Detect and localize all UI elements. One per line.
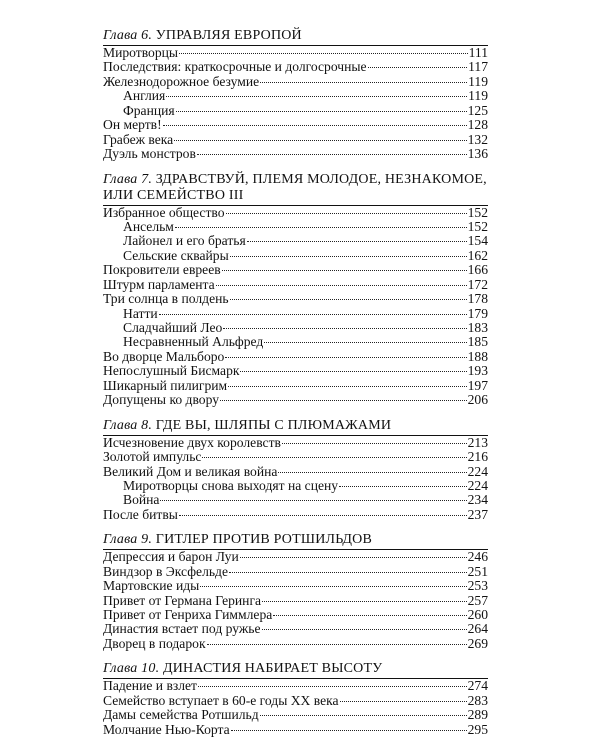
dot-leader xyxy=(176,111,467,112)
toc-entry xyxy=(103,147,488,161)
page-number: 295 xyxy=(467,721,488,737)
page-number: 178 xyxy=(467,291,488,307)
page-number: 117 xyxy=(468,59,488,75)
dot-leader xyxy=(225,357,466,358)
page-number: 136 xyxy=(467,146,488,162)
dot-leader xyxy=(222,270,467,271)
entry-title: Ансельм xyxy=(123,218,174,234)
dot-leader xyxy=(262,629,467,630)
entry-title: Сладчайший Лео xyxy=(123,320,223,335)
dot-leader xyxy=(220,400,467,401)
page-number: 183 xyxy=(467,320,488,335)
page-number: 224 xyxy=(467,463,488,479)
dot-leader xyxy=(231,730,467,731)
page-number: 185 xyxy=(467,334,488,350)
entry-title: Великий Дом и великая война xyxy=(103,463,278,479)
dot-leader xyxy=(159,314,467,315)
dot-leader xyxy=(198,686,467,687)
toc-entry xyxy=(103,679,488,693)
page-number: 246 xyxy=(467,549,488,565)
page-number: 166 xyxy=(467,262,488,278)
page-number: 269 xyxy=(467,635,488,651)
entry-title: Династия встает под ружье xyxy=(103,621,261,637)
toc-subentry xyxy=(103,321,488,335)
entry-title: Война xyxy=(123,492,160,508)
entry-title: Лайонел и его братья xyxy=(123,233,246,249)
dot-leader xyxy=(228,386,466,387)
entry-title: Мартовские иды xyxy=(103,578,200,594)
dot-leader xyxy=(278,472,466,473)
dot-leader xyxy=(368,67,468,68)
entry-title: Золотой импульс xyxy=(103,449,202,465)
dot-leader xyxy=(230,299,467,300)
page-number: 172 xyxy=(467,276,488,292)
page-number: 283 xyxy=(467,692,488,708)
toc-entry xyxy=(103,364,488,378)
page-number: 289 xyxy=(467,707,488,723)
dot-leader xyxy=(240,371,466,372)
chapter-section xyxy=(103,28,488,162)
chapter-heading xyxy=(103,532,488,550)
entry-title: Три солнца в полдень xyxy=(103,291,229,307)
dot-leader xyxy=(166,96,467,97)
chapter-title: ГДЕ ВЫ, ШЛЯПЫ С ПЛЮМАЖАМИ xyxy=(155,417,392,433)
toc-entry xyxy=(103,75,488,89)
entry-title: Последствия: краткосрочные и долгосрочные xyxy=(103,59,367,75)
dot-leader xyxy=(229,572,467,573)
entry-title: Депрессия и барон Луи xyxy=(103,549,239,565)
toc-entry xyxy=(103,637,488,651)
dot-leader xyxy=(260,82,467,83)
page-number: 224 xyxy=(467,477,488,493)
dot-leader xyxy=(200,586,466,587)
dot-leader xyxy=(216,285,467,286)
toc-entry xyxy=(103,450,488,464)
toc-entry xyxy=(103,579,488,593)
page-number: 197 xyxy=(467,377,488,393)
dot-leader xyxy=(340,701,467,702)
toc-entry xyxy=(103,263,488,277)
chapter-title: УПРАВЛЯЯ ЕВРОПОЙ xyxy=(155,28,302,43)
chapter-heading xyxy=(103,661,488,679)
dot-leader xyxy=(273,615,466,616)
toc-entry xyxy=(103,133,488,147)
toc-entry xyxy=(103,379,488,393)
page-number: 257 xyxy=(467,592,488,608)
chapter-label: Глава 8. xyxy=(103,417,153,433)
chapter-title: ДИНАСТИЯ НАБИРАЕТ ВЫСОТУ xyxy=(162,661,383,677)
toc-entry xyxy=(103,708,488,722)
chapter-heading xyxy=(103,28,488,46)
page-number: 125 xyxy=(467,102,488,118)
chapter-label: Глава 7. xyxy=(103,171,153,187)
entry-title: Франция xyxy=(123,102,175,118)
entry-title: Дуэль монстров xyxy=(103,146,196,162)
table-of-contents xyxy=(103,28,488,747)
dot-leader xyxy=(175,227,467,228)
page-number: 260 xyxy=(467,607,488,622)
chapter-heading xyxy=(103,418,488,436)
toc-subentry xyxy=(103,220,488,234)
chapter-section xyxy=(103,532,488,651)
entry-title: Падение и взлет xyxy=(103,678,198,694)
entry-title: Он мертв! xyxy=(103,117,162,133)
toc-entry xyxy=(103,436,488,450)
chapter-label: Глава 10. xyxy=(103,661,160,677)
toc-entry xyxy=(103,565,488,579)
page-number: 152 xyxy=(467,204,488,220)
entry-title: Исчезновение двух королевств xyxy=(103,434,281,450)
entry-title: Натти xyxy=(123,305,158,321)
entry-title: Сельские сквайры xyxy=(123,247,229,263)
entry-title: Покровители евреев xyxy=(103,262,221,278)
dot-leader xyxy=(197,154,467,155)
entry-title: Англия xyxy=(123,88,166,104)
entry-title: Грабеж века xyxy=(103,131,174,147)
dot-leader xyxy=(240,557,467,558)
entry-title: Несравненный Альфред xyxy=(123,334,264,350)
page-number: 111 xyxy=(468,45,488,60)
toc-subentry xyxy=(103,307,488,321)
entry-title: Миротворцы снова выходят на сцену xyxy=(123,477,339,493)
entry-title: Виндзор в Эксфельде xyxy=(103,563,229,579)
dot-leader xyxy=(179,515,467,516)
toc-subentry xyxy=(103,479,488,493)
chapter-heading xyxy=(103,172,488,206)
chapter-section xyxy=(103,418,488,523)
toc-entry xyxy=(103,723,488,737)
entry-title: Шикарный пилигрим xyxy=(103,377,228,393)
toc-entry xyxy=(103,278,488,292)
toc-entry xyxy=(103,608,488,622)
entry-title: Семейство вступает в 60-е годы XX века xyxy=(103,692,339,708)
page-number: 193 xyxy=(467,363,488,379)
entry-title: Непослушный Бисмарк xyxy=(103,363,240,379)
toc-entry xyxy=(103,206,488,220)
dot-leader xyxy=(282,443,467,444)
entry-title: Допущены ко двору xyxy=(103,392,220,408)
entry-title: После битвы xyxy=(103,506,178,522)
page-number: 237 xyxy=(467,506,488,522)
page-number: 213 xyxy=(467,434,488,450)
toc-entry xyxy=(103,694,488,708)
toc-entry xyxy=(103,550,488,564)
toc-entry xyxy=(103,350,488,364)
dot-leader xyxy=(226,213,467,214)
toc-entry xyxy=(103,60,488,74)
toc-entry xyxy=(103,393,488,407)
page-number: 264 xyxy=(467,621,488,637)
toc-entry xyxy=(103,508,488,522)
entry-title: Штурм парламента xyxy=(103,276,215,292)
chapter-title: ЗДРАВСТВУЙ, ПЛЕМЯ МОЛОДОЕ, НЕЗНАКОМОЕ, ИЛИ СЕМЕЙСТВО III xyxy=(103,171,487,203)
chapter-label: Глава 6. xyxy=(103,28,153,43)
dot-leader xyxy=(264,342,466,343)
page-number: 206 xyxy=(467,392,488,408)
page-number: 128 xyxy=(467,117,488,133)
page-number: 179 xyxy=(467,305,488,321)
toc-entry xyxy=(103,292,488,306)
dot-leader xyxy=(260,715,467,716)
dot-leader xyxy=(230,256,467,257)
dot-leader xyxy=(223,328,466,329)
toc-entry xyxy=(103,465,488,479)
page-number: 274 xyxy=(467,678,488,694)
page-number: 162 xyxy=(467,247,488,263)
toc-entry xyxy=(103,118,488,132)
toc-subentry xyxy=(103,249,488,263)
toc-subentry xyxy=(103,104,488,118)
dot-leader xyxy=(163,125,467,126)
toc-subentry xyxy=(103,234,488,248)
dot-leader xyxy=(262,601,467,602)
dot-leader xyxy=(207,644,467,645)
entry-title: Железнодорожное безумие xyxy=(103,73,260,89)
entry-title: Миротворцы xyxy=(103,45,179,60)
toc-entry xyxy=(103,594,488,608)
page-number: 251 xyxy=(467,563,488,579)
dot-leader xyxy=(160,500,466,501)
page-number: 154 xyxy=(467,233,488,249)
toc-subentry xyxy=(103,89,488,103)
dot-leader xyxy=(202,457,466,458)
entry-title: Молчание Нью-Корта xyxy=(103,721,230,737)
toc-entry xyxy=(103,622,488,636)
chapter-title: ГИТЛЕР ПРОТИВ РОТШИЛЬДОВ xyxy=(155,532,373,548)
dot-leader xyxy=(247,241,467,242)
entry-title: Привет от Генриха Гиммлера xyxy=(103,607,273,622)
page-number: 132 xyxy=(467,131,488,147)
page-number: 234 xyxy=(467,492,488,508)
page-number: 216 xyxy=(467,449,488,465)
chapter-section xyxy=(103,172,488,408)
page-number: 119 xyxy=(468,88,488,104)
dot-leader xyxy=(339,486,467,487)
entry-title: Дворец в подарок xyxy=(103,635,206,651)
entry-title: Во дворце Мальборо xyxy=(103,348,225,364)
entry-title: Избранное общество xyxy=(103,204,225,220)
page-number: 253 xyxy=(467,578,488,594)
toc-subentry xyxy=(103,335,488,349)
entry-title: Дамы семейства Ротшильд xyxy=(103,707,259,723)
dot-leader xyxy=(174,140,466,141)
page-number: 188 xyxy=(467,348,488,364)
page-number: 152 xyxy=(467,218,488,234)
entry-title: Привет от Германа Геринга xyxy=(103,592,262,608)
dot-leader xyxy=(179,53,468,54)
page-number: 119 xyxy=(468,73,488,89)
toc-subentry xyxy=(103,493,488,507)
toc-entry xyxy=(103,46,488,60)
chapter-section xyxy=(103,661,488,737)
chapter-label: Глава 9. xyxy=(103,532,153,548)
